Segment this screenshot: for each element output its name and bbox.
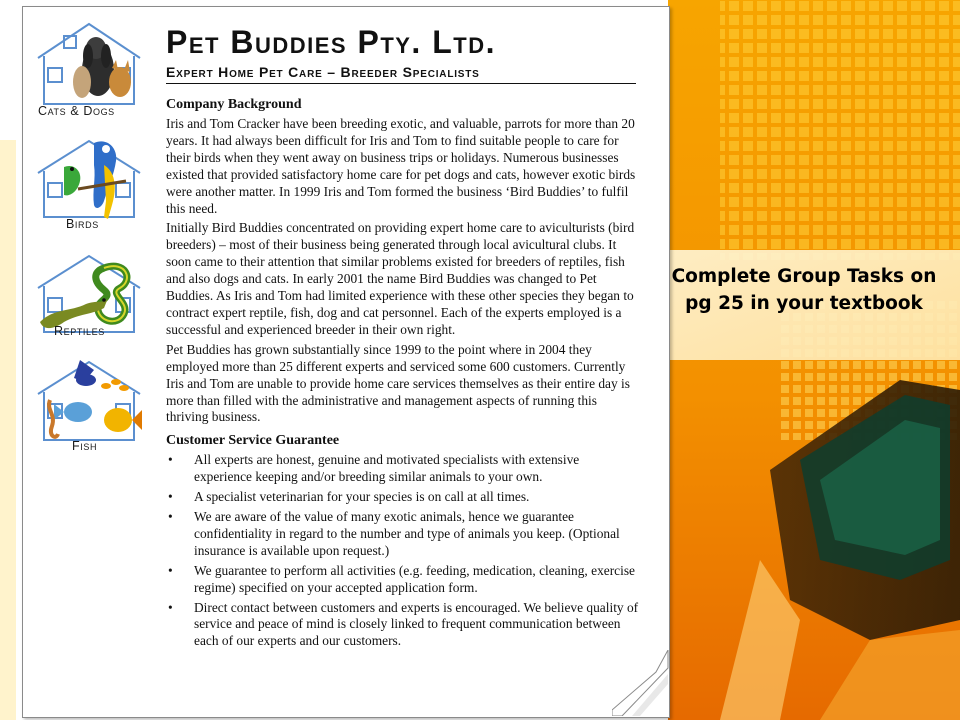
company-name-heading: Pet Buddies Pty. Ltd.: [166, 24, 496, 60]
sidebar-label-cats-dogs: Cats & Dogs: [38, 104, 115, 118]
section-heading-guarantee: Customer Service Guarantee: [166, 433, 340, 449]
guarantee-list: [166, 452, 640, 650]
list-item: • We are aware of the value of many exotic animals, hence we guarantee confidentiality in regard to the number and type of animals you keep. (Optional insurance is available upon request.): [168, 509, 620, 558]
group-task-callout: Complete Group Tasks on pg 25 in your textbook: [671, 266, 937, 314]
sidebar-label-fish: Fish: [72, 439, 98, 453]
document-body: [166, 96, 640, 653]
sidebar-label-birds: Birds: [66, 217, 99, 231]
birds-house-icon: [34, 135, 144, 219]
bullet-icon: •: [168, 452, 173, 468]
company-tagline: Expert Home Pet Care – Breeder Specialists: [166, 64, 636, 84]
list-item: • All experts are honest, genuine and motivated specialists with extensive experience keeping and/or breeding similar animals to your own.: [168, 452, 580, 485]
bullet-icon: •: [168, 489, 173, 505]
list-item: • Direct contact between customers and experts is encouraged. We believe quality of service and peace of mind is closely linked to frequent communication between each of our experts and our customers.: [168, 599, 639, 649]
page-curl-decoration: [612, 650, 672, 716]
section-heading-background: Company Background: [166, 97, 302, 112]
list-item: • A specialist veterinarian for your species is on call at all times.: [168, 489, 530, 505]
bullet-icon: •: [168, 509, 173, 525]
background-paragraph-2: Initially Bird Buddies concentrated on providing expert home care to aviculturists (bird breeders) – most of their business being generated through local avicultural clubs. It soon came to their attention that similar problems existed for breeders of reptiles, fish and also dogs and cats. In early 2001 the name Bird Buddies was changed to Pet Buddies. As Iris and Tom had limited experience with these other species they began to contract expert reptile, fish, dog and cat personnel. Each of the experts employed is a successful and experienced breeder in their own right.: [166, 220, 635, 337]
bullet-icon: •: [168, 562, 173, 578]
fish-house-icon: [34, 356, 146, 442]
bullet-icon: •: [168, 599, 173, 615]
cats-dogs-house-icon: [34, 18, 144, 106]
background-paragraph-1: Iris and Tom Cracker have been breeding exotic, and valuable, parrots for more than 20 years. It had always been difficult for Iris and Tom to find suitable people to care for their birds when they went away on business trips or holidays. Numerous businesses existed that provided satisfactory home care for pet dogs and cats, however exotic birds were another matter. In 1999 Iris and Tom formed the business ‘Bird Buddies’ to fulfil this need.: [166, 116, 636, 216]
sidebar-label-reptiles: Reptiles: [54, 324, 105, 338]
background-paragraph-3: Pet Buddies has grown substantially since 1999 to the point where in 2004 they employed more than 25 different experts and serviced some 600 customers. Currently Iris and Tom are unable to provide home care services themselves as their entire day is more than filled with the administrative and management aspects of running this thriving business.: [166, 341, 630, 425]
list-item: • We guarantee to perform all activities (e.g. feeding, medication, cleaning, exercise regime) specified on your accepted application form.: [168, 562, 635, 595]
